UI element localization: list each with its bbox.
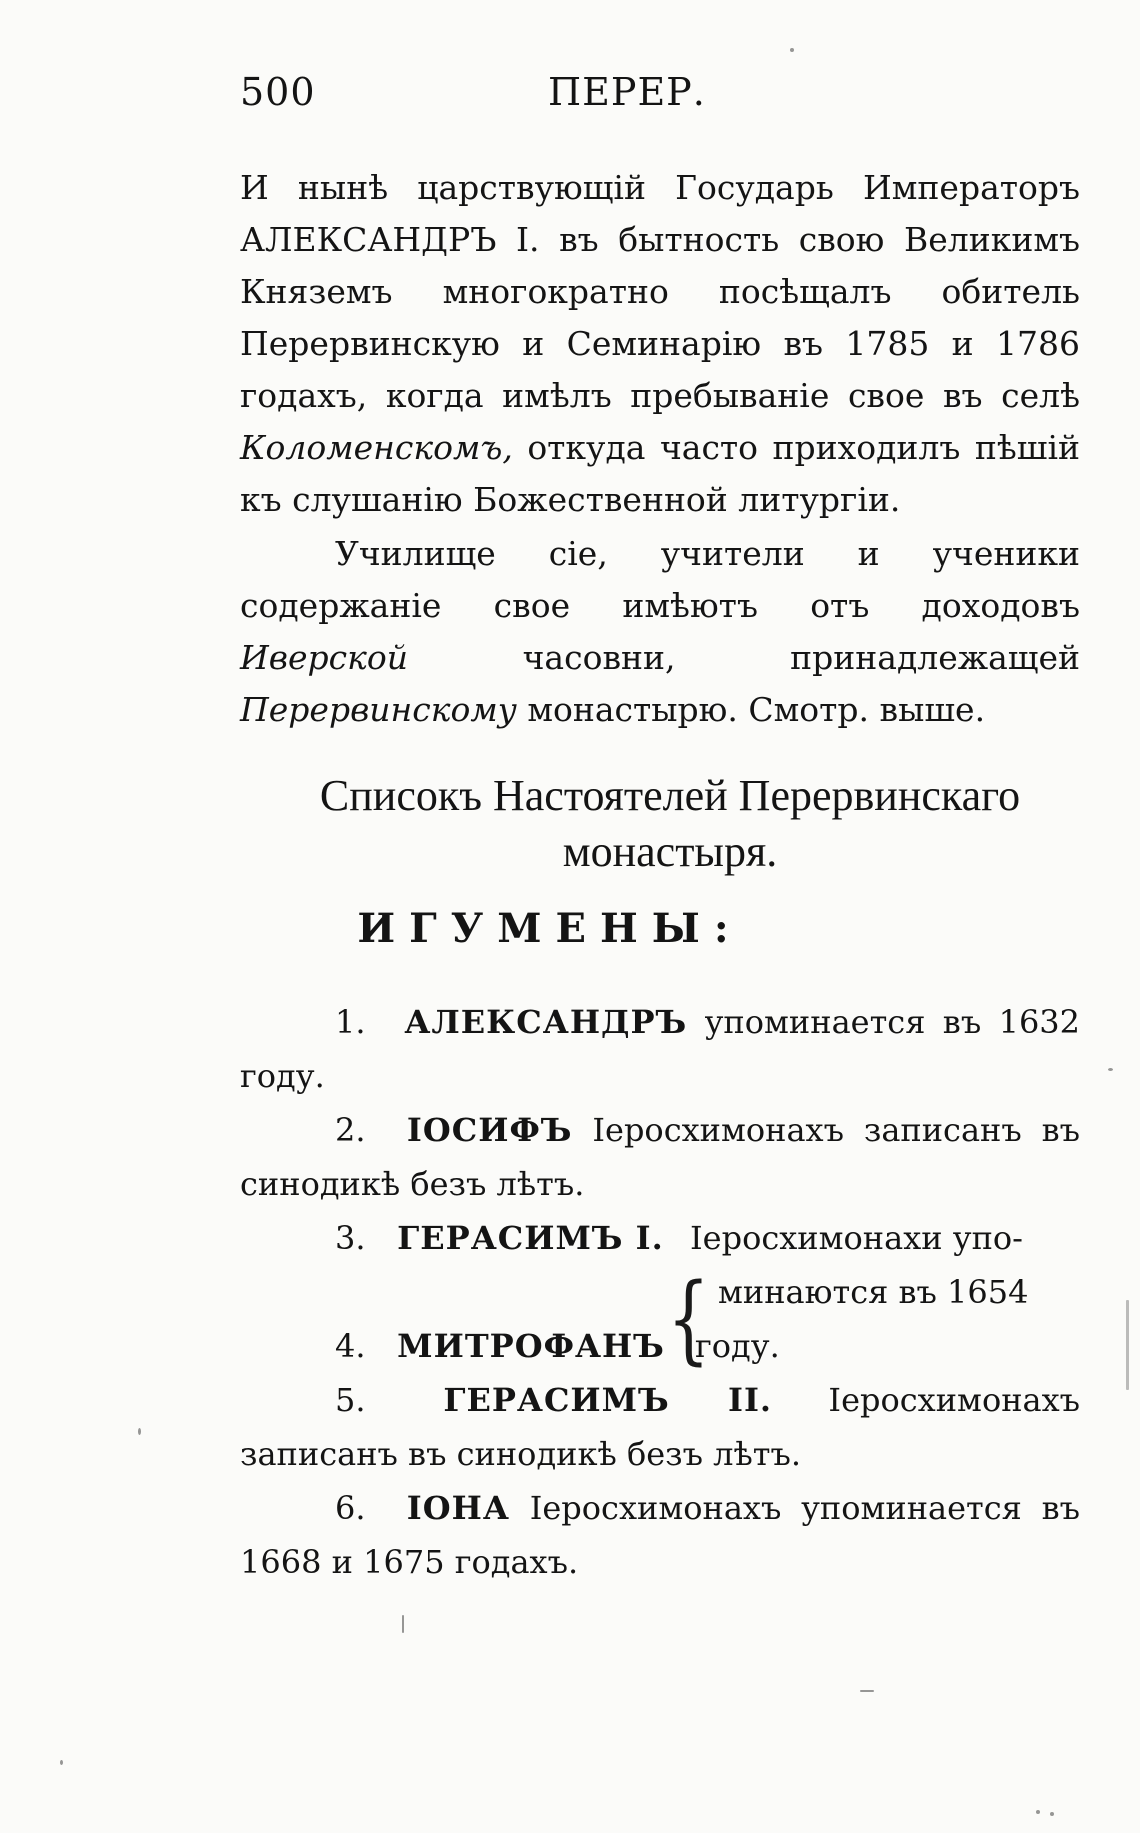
italic-chapel-name: Иверской <box>240 638 408 677</box>
shared-note-line: Іеросхимонахи упо- <box>690 1219 1023 1257</box>
entry-text: Іеросхимонахъ записанъ въ синодикѣ безъ лѣтъ. <box>240 1381 1081 1473</box>
paragraph-school-funding <box>240 528 1080 736</box>
grouped-entries <box>240 1211 1080 1373</box>
entry-name: МИТРОФАНЪ <box>397 1327 665 1365</box>
paragraph-text: И нынѣ царствующій Государь Императоръ АЛЕКСАНДРЪ I. въ бытность свою Великимъ Княземъ многократно посѣщалъ обитель Перервинскую и Семинарію въ 1785 и 1786 годахъ, когда имѣлъ пребываніе свое въ селѣ <box>240 168 1080 415</box>
entry-name: IОСИФЪ <box>406 1111 573 1149</box>
entry-text: Іеросхимонахъ упоминается въ 1668 и 1675 годахъ. <box>240 1489 1081 1581</box>
list-item <box>240 995 1080 1103</box>
entry-number: 6. <box>335 1489 366 1527</box>
list-item <box>335 1211 664 1265</box>
paragraph-text: откуда часто приходилъ пѣшій къ слушанію Божественной литургіи. <box>240 428 1080 519</box>
shared-note <box>690 1211 1080 1319</box>
shared-note-line: году. <box>695 1327 780 1365</box>
entry-number: 3. <box>335 1219 366 1257</box>
section-subheading: ИГУМЕНЫ: <box>357 905 743 952</box>
italic-place-name: Коломенскомъ, <box>240 428 513 467</box>
running-title: ПЕРЕР. <box>548 70 706 114</box>
entry-number: 2. <box>335 1111 366 1149</box>
list-item <box>240 1373 1080 1481</box>
entry-name: АЛЕКСАНДРЪ <box>404 1003 688 1041</box>
abbots-list <box>240 995 1080 1589</box>
entry-text: Іеросхимонахъ записанъ въ синодикѣ безъ лѣтъ. <box>240 1111 1081 1203</box>
italic-monastery-name: Перервинскому <box>240 690 517 729</box>
entry-name: IОНА <box>406 1489 510 1527</box>
list-item <box>335 1319 665 1373</box>
entry-name: ГЕРАСИМЪ I. <box>397 1219 664 1257</box>
shared-note-line: минаются въ 1654 <box>718 1273 1029 1311</box>
list-item <box>240 1481 1080 1589</box>
entry-number: 5. <box>335 1381 366 1419</box>
entry-number: 1. <box>335 1003 366 1041</box>
entry-text: упоминается въ 1632 году. <box>240 1003 1081 1095</box>
entry-number: 4. <box>335 1327 366 1365</box>
paragraph-text: Училище сіе, учители и ученики содержаніе свое имѣютъ отъ доходовъ <box>240 534 1080 625</box>
brace-glyph: { <box>667 1263 710 1375</box>
entry-name: ГЕРАСИМЪ II. <box>443 1381 773 1419</box>
paragraph-emperor-visits <box>240 162 1080 526</box>
paragraph-text: часовни, принадлежащей <box>522 638 1080 677</box>
section-title: Списокъ Настоятелей Перервинскаго монастыря. <box>319 771 1021 876</box>
page-number: 500 <box>240 70 316 114</box>
paragraph-text: монастырю. Смотр. выше. <box>527 690 986 729</box>
running-head <box>240 70 706 120</box>
list-item <box>240 1103 1080 1211</box>
